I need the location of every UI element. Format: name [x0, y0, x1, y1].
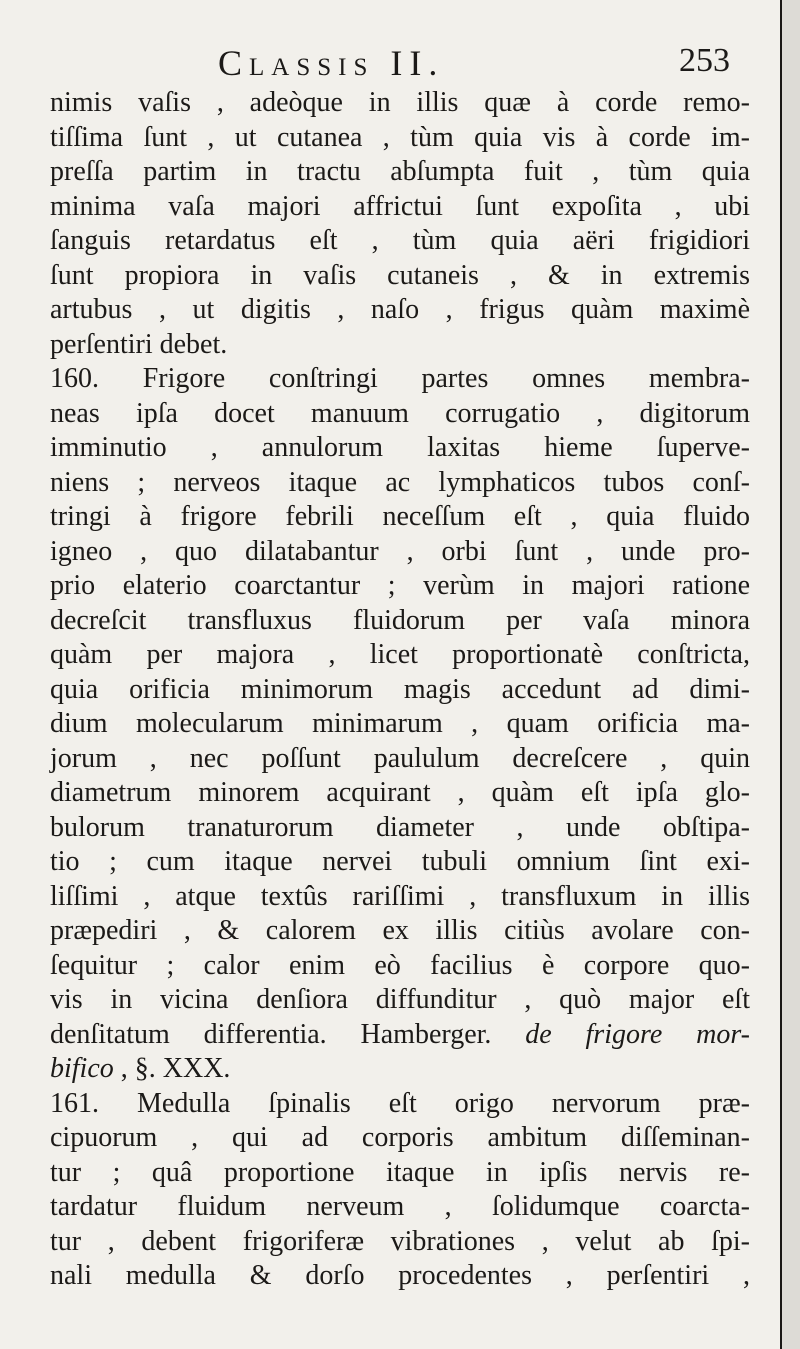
text-line — [50, 155, 750, 190]
line-text: decreſcit transfluxus fluidorum per vaſa minora — [50, 604, 750, 636]
text-line — [50, 1087, 750, 1122]
text-line — [50, 845, 750, 880]
line-text: minima vaſa majori affrictui ſunt expoſita , ubi — [50, 190, 750, 222]
body-text — [50, 86, 750, 1294]
text-line — [50, 535, 750, 570]
text-line — [50, 638, 750, 673]
line-text: tur ; quâ proportione itaque in ipſis nervis re- — [50, 1156, 750, 1188]
line-text: quia orificia minimorum magis accedunt ad dimi- — [50, 673, 750, 705]
line-text: cipuorum , qui ad corporis ambitum diſſeminan- — [50, 1122, 750, 1153]
line-text: quàm per majora , licet proportionatè conſtricta, — [50, 639, 750, 670]
text-line — [50, 1018, 750, 1053]
line-text: 160. Frigore conſtringi partes omnes membra- — [50, 363, 750, 394]
line-text: preſſa partim in tractu abſumpta fuit , tùm quia — [50, 156, 750, 187]
text-line — [50, 431, 750, 466]
text-line — [50, 1225, 750, 1260]
line-text: tio ; cum itaque nervei tubuli omnium ſint exi- — [50, 846, 750, 877]
text-line — [50, 466, 750, 501]
page-header — [48, 42, 740, 86]
text-line — [50, 121, 750, 156]
text-line — [50, 293, 750, 328]
text-line — [50, 397, 750, 432]
text-line — [50, 224, 750, 259]
text-line — [50, 776, 750, 811]
citation-italic: de frigore mor- — [525, 1018, 750, 1050]
line-text: tur , debent frigoriferæ vibrationes , velut ab ſpi- — [50, 1225, 750, 1257]
text-line — [50, 259, 750, 294]
line-text: tringi à frigore febrili neceſſum eſt , quia fluido — [50, 501, 750, 532]
line-text: bulorum tranaturorum diameter , unde obſtipa- — [50, 811, 750, 843]
line-text: præpediri , & calorem ex illis citiùs avolare con- — [50, 915, 750, 946]
line-text: diametrum minorem acquirant , quàm eſt ipſa glo- — [50, 777, 750, 808]
line-text: perſentiri debet. — [50, 328, 228, 360]
text-line — [50, 949, 750, 984]
text-line — [50, 1259, 750, 1294]
text-line — [50, 1052, 750, 1087]
page-number: 253 — [679, 42, 730, 79]
line-text: igneo , quo dilatabantur , orbi ſunt , unde pro- — [50, 535, 750, 567]
line-text: prio elaterio coarctantur ; verùm in majori ratione — [50, 570, 750, 601]
text-line — [50, 811, 750, 846]
line-text: tiſſima ſunt , ut cutanea , tùm quia vis à corde im- — [50, 121, 750, 153]
line-text: nimis vaſis , adeòque in illis quæ à corde remo- — [50, 87, 750, 118]
line-text: denſitatum differentia. Hamberger. — [50, 1018, 492, 1050]
line-text: 161. Medulla ſpinalis eſt origo nervorum præ- — [50, 1087, 750, 1119]
line-text: ſequitur ; calor enim eò facilius è corpore quo- — [50, 949, 750, 981]
text-line — [50, 1121, 750, 1156]
line-text: vis in vicina denſiora diffunditur , quò major eſt — [50, 984, 750, 1015]
text-line — [50, 742, 750, 777]
line-text: ſanguis retardatus eſt , tùm quia aëri frigidiori — [50, 225, 750, 256]
text-line — [50, 328, 750, 363]
line-text: jorum , nec poſſunt paululum decreſcere , quin — [50, 742, 750, 774]
text-line — [50, 673, 750, 708]
line-text: ſunt propiora in vaſis cutaneis , & in extremis — [50, 259, 750, 291]
text-line — [50, 914, 750, 949]
line-text: niens ; nerveos itaque ac lymphaticos tubos conſ- — [50, 466, 750, 498]
line-text: nali medulla & dorſo procedentes , perſentiri , — [50, 1260, 750, 1291]
text-line — [50, 86, 750, 121]
line-text: neas ipſa docet manuum corrugatio , digitorum — [50, 397, 750, 429]
citation-reference: , §. XXX. — [120, 1053, 231, 1084]
text-line — [50, 500, 750, 535]
line-text: liſſimi , atque textûs rariſſimi , transfluxum in illis — [50, 880, 750, 912]
running-head: Classis II. — [218, 43, 445, 83]
text-line — [50, 604, 750, 639]
line-text: tardatur fluidum nerveum , ſolidumque coarcta- — [50, 1191, 750, 1222]
text-line — [50, 880, 750, 915]
text-line — [50, 1190, 750, 1225]
text-line — [50, 983, 750, 1018]
line-text: dium molecularum minimarum , quam orificia ma- — [50, 708, 750, 739]
line-text: imminutio , annulorum laxitas hieme ſuperve- — [50, 432, 750, 463]
text-line — [50, 362, 750, 397]
line-text: artubus , ut digitis , naſo , frigus quàm maximè — [50, 294, 750, 325]
text-line — [50, 190, 750, 225]
text-line — [50, 1156, 750, 1191]
text-line — [50, 569, 750, 604]
text-line — [50, 707, 750, 742]
citation-italic: bifico — [50, 1053, 114, 1084]
